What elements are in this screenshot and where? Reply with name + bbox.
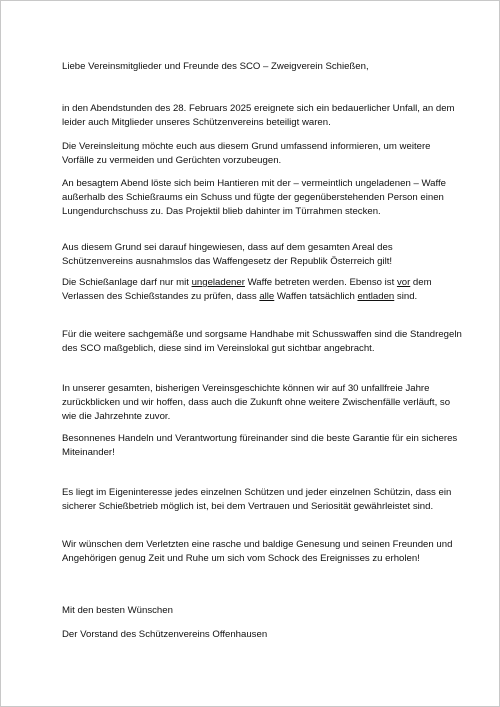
paragraph-self-interest: Es liegt im Eigeninteresse jedes einzelnen Schützen und jeder einzelnen Schützin, dass ein sicherer Schießbetrieb möglich ist, bei dem Vertrauen und Seriosität gewährleistet sind. [62, 487, 452, 512]
range-rules-text: Waffe betreten werden. Ebenso ist [244, 277, 397, 288]
letter-closing: Mit den besten Wünschen [62, 605, 173, 616]
paragraph-responsibility: Besonnenes Handeln und Verantwortung füreinander sind die beste Garantie für ein sicheres Miteinander! [62, 433, 458, 458]
emphasis-unloaded-weapons: entladen [357, 290, 395, 302]
range-rules-text: sind. [394, 290, 418, 302]
range-rules-text: Die Schießanlage darf nur mit [62, 277, 192, 288]
paragraph-stand-rules: Für die weitere sachgemäße und sorgsame Handhabe mit Schusswaffen sind die Standregeln des SCO maßgeblich, diese sind im Vereinslokal gut sichtbar angebracht. [62, 329, 462, 354]
range-rules-text: dem Verlassen des Schießstandes zu prüfen, dass [62, 277, 432, 302]
emphasis-unloaded: ungeladener [191, 277, 245, 288]
paragraph-get-well-wishes: Wir wünschen dem Verletzten eine rasche und baldige Genesung und seinen Freunden und Angehörigen genug Zeit und Ruhe um sich vom Schock des Ereignisses zu erholen! [62, 539, 453, 564]
letter-greeting: Liebe Vereinsmitglieder und Freunde des SCO – Zweigverein Schießen, [62, 61, 369, 72]
emphasis-before: vor [396, 277, 411, 288]
emphasis-all: alle [259, 290, 275, 302]
paragraph-incident-details: An besagtem Abend löste sich beim Hantieren mit der – vermeintlich ungeladenen – Waffe außerhalb des Schießraums ein Schuss und fügte der gegenüberstehenden Person einen Lungendurchschuss zu. Das Projektil blieb dahinter im Türrahmen stecken. [62, 178, 446, 217]
paragraph-range-rules [62, 276, 462, 304]
range-rules-text: Waffen tatsächlich [274, 290, 358, 302]
paragraph-incident-intro: in den Abendstunden des 28. Februars 2025 ereignete sich ein bedauerlicher Unfall, an dem leider auch Mitglieder unseres Schützenvereins beteiligt waren. [62, 103, 455, 128]
letter-signature: Der Vorstand des Schützenvereins Offenhausen [62, 629, 268, 640]
paragraph-club-history: In unserer gesamten, bisherigen Vereinsgeschichte können wir auf 30 unfallfreie Jahre zurückblicken und wir hoffen, dass auch die Zukunft ohne weitere Zwischenfälle verläuft, so wie die Jahrzehnte zuvor. [62, 383, 451, 422]
paragraph-information: Die Vereinsleitung möchte euch aus diesem Grund umfassend informieren, um weitere Vorfälle zu vermeiden und Gerüchten vorzubeugen. [62, 141, 431, 166]
paragraph-weapons-law: Aus diesem Grund sei darauf hingewiesen, dass auf dem gesamten Areal des Schützenvereins ausnahmslos das Waffengesetz der Republik Österreich gilt! [62, 242, 393, 267]
